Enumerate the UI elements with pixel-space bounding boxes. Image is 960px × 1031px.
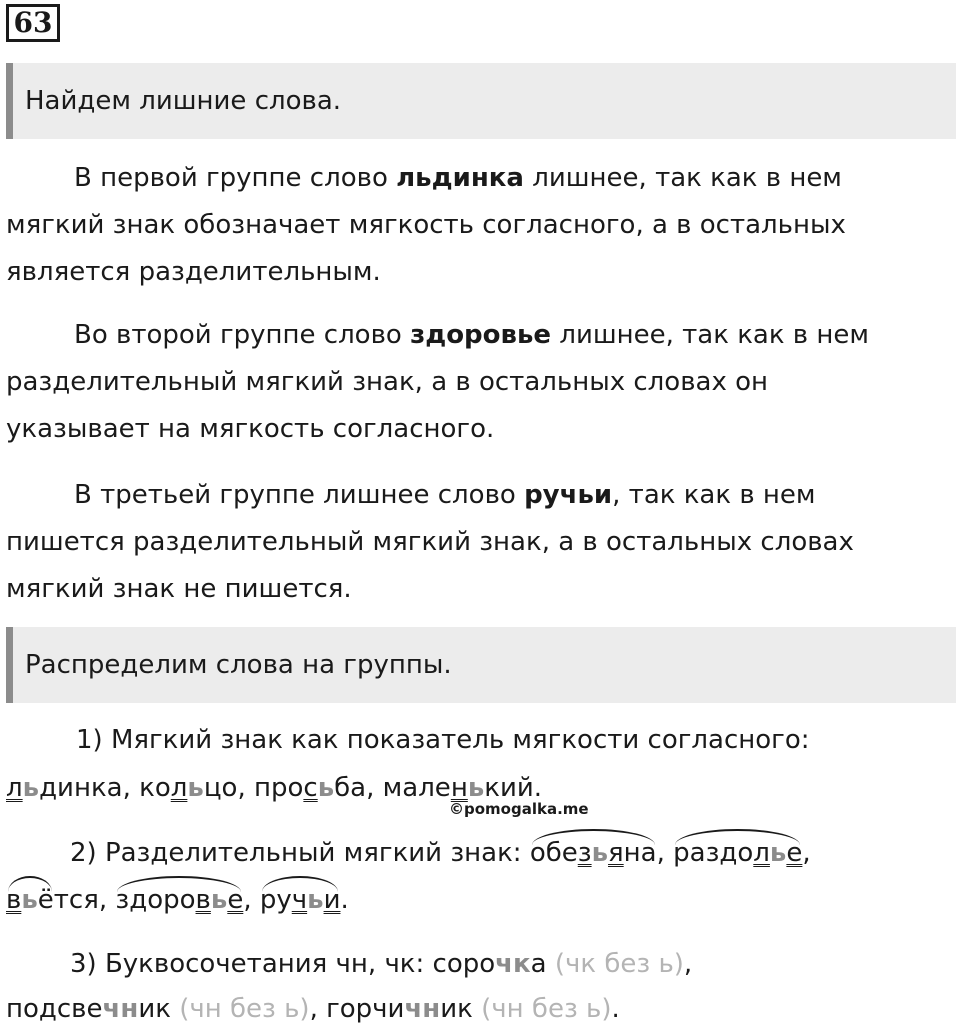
paragraph-1-text-a: В первой группе слово [74, 163, 397, 193]
soft-sign: ь [21, 885, 38, 915]
word-obezyana [530, 836, 657, 870]
paragraph-2 [6, 312, 906, 453]
letter: с [303, 773, 318, 803]
separator: , [366, 773, 383, 803]
letter: в [195, 885, 211, 915]
letter: е [227, 885, 244, 915]
letter: ч [291, 885, 308, 915]
letter: л [6, 773, 23, 803]
note: (чн без ь) [472, 994, 612, 1024]
group-3-line-2 [6, 992, 620, 1026]
group-1-title [76, 723, 810, 757]
letter-combo: чн [102, 994, 139, 1024]
letters: обе [529, 838, 578, 868]
word-koltso [139, 773, 237, 803]
separator: , [683, 949, 693, 979]
group-1-title-text: 1) Мягкий знак как показатель мягкости согласного: [76, 725, 810, 755]
paragraph-1-word: льдинка [396, 163, 524, 193]
soft-sign: ь [591, 838, 609, 868]
word-malenkiy [383, 773, 534, 803]
soft-sign: ь [317, 773, 335, 803]
period: . [340, 885, 349, 915]
group-2-title-text: 2) Разделительный мягкий знак: [70, 838, 530, 868]
letters: подсве [6, 994, 103, 1024]
watermark: ©pomogalka.me [449, 800, 589, 818]
paragraph-1-text-b: лишнее, так как в нем мягкий знак обозначает мягкость согласного, а в остальных является разделительным. [6, 163, 846, 287]
letter: я [608, 838, 624, 868]
separator: , [656, 838, 674, 868]
paragraph-3-text-a: В третьей группе лишнее слово [74, 480, 525, 510]
separator: , [309, 994, 327, 1024]
letters: раздо [673, 838, 754, 868]
paragraph-2-text-b: лишнее, так как в нем разделительный мягкий знак, а в остальных словах он указывает на мягкость согласного. [6, 320, 870, 444]
letter: з [577, 838, 592, 868]
letters: цо [203, 773, 238, 803]
letters: про [253, 773, 304, 803]
period: . [533, 773, 543, 803]
group-3-line-1 [70, 947, 692, 981]
letters: ба [334, 773, 367, 803]
soft-sign: ь [22, 773, 40, 803]
letter: л [170, 773, 188, 803]
period: . [611, 994, 620, 1024]
letter-combo: чн [404, 994, 441, 1024]
soft-sign: ь [187, 773, 204, 803]
word-ldinka [6, 773, 123, 803]
letters: горчи [326, 994, 405, 1024]
separator: , [237, 773, 254, 803]
letter-combo: чк [495, 949, 531, 979]
letters: ик [138, 994, 171, 1024]
letter: л [753, 838, 770, 868]
section-heading-2 [6, 627, 956, 703]
letters: ру [259, 885, 292, 915]
letter: в [6, 885, 22, 915]
group-3-title-text: 3) Буквосочетания чн, чк: [70, 949, 433, 979]
letters: кий [484, 773, 534, 803]
word-sorochka [433, 949, 547, 979]
word-zdorovye [115, 883, 243, 917]
letters: а [530, 949, 547, 979]
group-2-line-1 [70, 836, 811, 870]
exercise-number: 63 [6, 4, 60, 42]
word-gorchichnik [326, 994, 473, 1024]
letters: тся [53, 885, 99, 915]
separator: , [802, 838, 811, 868]
letter: ё [37, 885, 54, 915]
separator: , [243, 885, 260, 915]
word-podsvechnik [6, 994, 171, 1024]
section-heading-2-text: Распределим слова на группы. [25, 650, 452, 680]
letters: ко [139, 773, 171, 803]
section-heading-1-text: Найдем лишние слова. [25, 86, 342, 116]
paragraph-3-word: ручьи [524, 480, 613, 510]
letters: динка [39, 773, 123, 803]
separator: , [98, 885, 116, 915]
paragraph-3-text-b: , так как в нем пишется разделительный мягкий знак, а в остальных словах мягкий знак не пишется. [6, 480, 854, 604]
note: (чк без ь) [546, 949, 684, 979]
letter: н [450, 773, 468, 803]
note: (чн без ь) [170, 994, 310, 1024]
word-razdole [673, 836, 802, 870]
word-prosba [254, 773, 366, 803]
letter: е [786, 838, 803, 868]
soft-sign: ь [769, 838, 787, 868]
word-vyotsya [6, 883, 54, 917]
letters: соро [432, 949, 496, 979]
letters: мале [382, 773, 451, 803]
letters: здоро [115, 885, 196, 915]
word-ruchyi [260, 883, 341, 917]
group-2-line-2 [6, 883, 349, 917]
section-heading-1 [6, 63, 956, 139]
letters: на [623, 838, 657, 868]
paragraph-3 [6, 472, 906, 613]
paragraph-2-word: здоровье [410, 320, 552, 350]
separator: , [122, 773, 140, 803]
paragraph-2-text-a: Во второй группе слово [74, 320, 411, 350]
letters: ик [440, 994, 473, 1024]
soft-sign: ь [210, 885, 228, 915]
letter: и [323, 885, 341, 915]
soft-sign: ь [467, 773, 485, 803]
paragraph-1 [6, 155, 906, 296]
soft-sign: ь [307, 885, 324, 915]
